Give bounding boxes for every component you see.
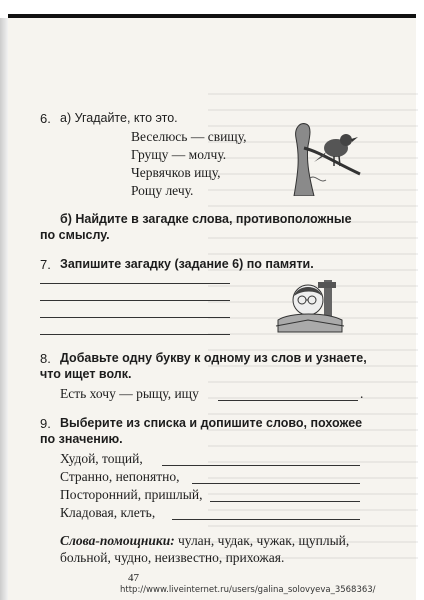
answer-line-4[interactable] bbox=[40, 334, 230, 335]
task6-part-b-line1: б) Найдите в загадке слова, противоположные bbox=[60, 212, 352, 226]
task8-line1: Добавьте одну букву к одному из слов и узнаете, bbox=[60, 351, 367, 365]
task9-item-1: Худой, тощий, bbox=[60, 451, 143, 466]
helpers-line-1: чулан, чудак, чужак, щуплый, bbox=[178, 533, 350, 548]
task9-line1: Выберите из списка и допишите слово, похожее bbox=[60, 416, 363, 430]
task9-item-2: Странно, непонятно, bbox=[60, 469, 180, 484]
answer-line-2[interactable] bbox=[40, 300, 230, 301]
bird-on-branch-illustration bbox=[290, 118, 366, 196]
task6-number: 6. bbox=[40, 111, 51, 126]
riddle-line-2: Грущу — молчу. bbox=[131, 147, 227, 162]
top-border bbox=[0, 0, 424, 18]
task9-line2: по значению. bbox=[40, 432, 123, 446]
task9-item-3: Посторонний, пришлый, bbox=[60, 487, 203, 502]
task9-number: 9. bbox=[40, 416, 51, 431]
task8-sentence: Есть хочу — рыщу, ищу bbox=[60, 386, 199, 401]
task9-answer-line-1[interactable] bbox=[162, 465, 360, 466]
task8-number: 8. bbox=[40, 351, 51, 366]
answer-line-1[interactable] bbox=[40, 283, 230, 284]
page-shadow bbox=[0, 18, 8, 600]
task6-part-a: а) Угадайте, кто это. bbox=[60, 111, 178, 125]
helpers-title: Слова-помощники: bbox=[60, 533, 175, 548]
task8-answer-line[interactable] bbox=[218, 400, 358, 401]
task9-answer-line-4[interactable] bbox=[172, 519, 360, 520]
task8-line2: что ищет волк. bbox=[40, 367, 132, 381]
riddle-line-1: Веселюсь — свищу, bbox=[131, 129, 247, 144]
boy-reading-illustration bbox=[268, 276, 350, 336]
helpers-line-2: больной, чудно, неизвестно, прихожая. bbox=[60, 550, 285, 565]
task8-period: . bbox=[360, 386, 364, 401]
task7-text: Запишите загадку (задание 6) по памяти. bbox=[60, 257, 314, 271]
task9-answer-line-2[interactable] bbox=[192, 483, 360, 484]
task9-item-4: Кладовая, клеть, bbox=[60, 505, 156, 520]
watermark-url: http://www.liveinternet.ru/users/galina_solovyeva_3568363/ bbox=[120, 585, 376, 595]
task7-number: 7. bbox=[40, 257, 51, 272]
riddle-line-3: Червячков ищу, bbox=[131, 165, 221, 180]
task9-answer-line-3[interactable] bbox=[210, 501, 360, 502]
task6-part-b-line2: по смыслу. bbox=[40, 228, 110, 242]
page-number: 47 bbox=[128, 572, 139, 584]
answer-line-3[interactable] bbox=[40, 317, 230, 318]
riddle-line-4: Рощу лечу. bbox=[131, 183, 194, 198]
